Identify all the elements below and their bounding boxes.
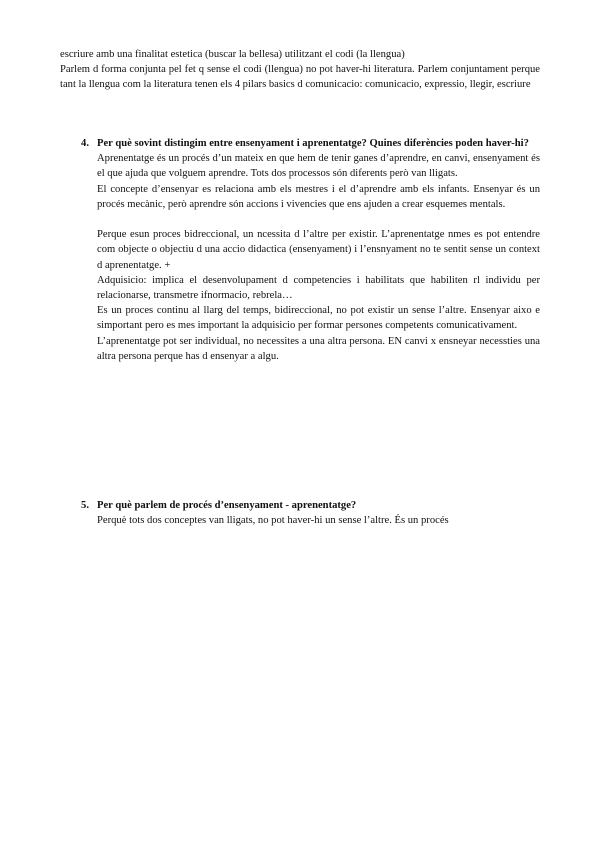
answer-4-paragraph-3: Perque esun proces bidreccional, un ncessita d l’altre per existir. L’aprenentatge nmes es pot entendre com objecte o objectiu d una accio didactica (ensenyament) i l’ensnyament no te sentit sense un context d aprenentatge. + [97, 229, 540, 271]
question-5 [60, 498, 540, 528]
answer-4-paragraph-4: Adquisicio: implica el desenvolupament d competencies i habilitats que habiliten rl individu per relacionarse, transmetre ifnormacio, rebrela… [97, 274, 540, 302]
answer-4-blank-line [97, 212, 540, 227]
question-5-number: 5. [81, 500, 89, 511]
intro-paragraph-1: escriure amb una finalitat estetica (buscar la bellesa) utilitzant el codi (la llengua) [60, 49, 405, 60]
answer-4-paragraph-1: Aprenentatge és un procés d’un mateix en que hem de tenir ganes d’aprendre, en canvi, ensenyament és el que ajuda que volguem aprendre. Tots dos processos són diferents però van lligats. [97, 153, 540, 180]
question-4-answer [97, 151, 540, 364]
intro-section [60, 47, 540, 93]
answer-4-paragraph-5: Es un proces continu al llarg del temps, bidireccional, no pot existir un sense l’altre. Ensenyar aixo e simportant pero es mes important la adquisicio per formar persones competents comunicativament. [97, 305, 540, 332]
question-4-number: 4. [81, 138, 89, 149]
question-5-title: Per què parlem de procés d’ensenyament - aprenentatge? [97, 500, 357, 511]
question-4 [60, 136, 540, 364]
intro-paragraph-2: Parlem d forma conjunta pel fet q sense el codi (llengua) no pot haver-hi literatura. Parlem conjuntament perque tant la llengua com la literatura tenen els 4 pilars basics d comunicacio: comunicacio, expressio, llegir, escriure [60, 64, 540, 91]
answer-4-paragraph-6: L’aprenentatge pot ser individual, no necessites a una altra persona. EN canvi x ensneyar necessties una altra persona perque has d ensenyar a algu. [97, 335, 540, 362]
answer-4-paragraph-2: El concepte d’ensenyar es relaciona amb els mestres i el d’aprendre amb els infants. Ensenyar és un procés mecànic, però aprendre són accions i vivencies que ens ajuden a crear esquemes mentals. [97, 183, 540, 210]
question-4-title: Per què sovint distingim entre ensenyament i aprenentatge? Quines diferències poden haver-hi? [97, 138, 529, 149]
answer-5-paragraph-1: Perquè tots dos conceptes van lligats, no pot haver-hi un sense l’altre. És un procés [97, 515, 449, 527]
question-4-heading [60, 136, 540, 151]
question-5-answer [97, 513, 540, 528]
question-5-heading [60, 498, 540, 513]
